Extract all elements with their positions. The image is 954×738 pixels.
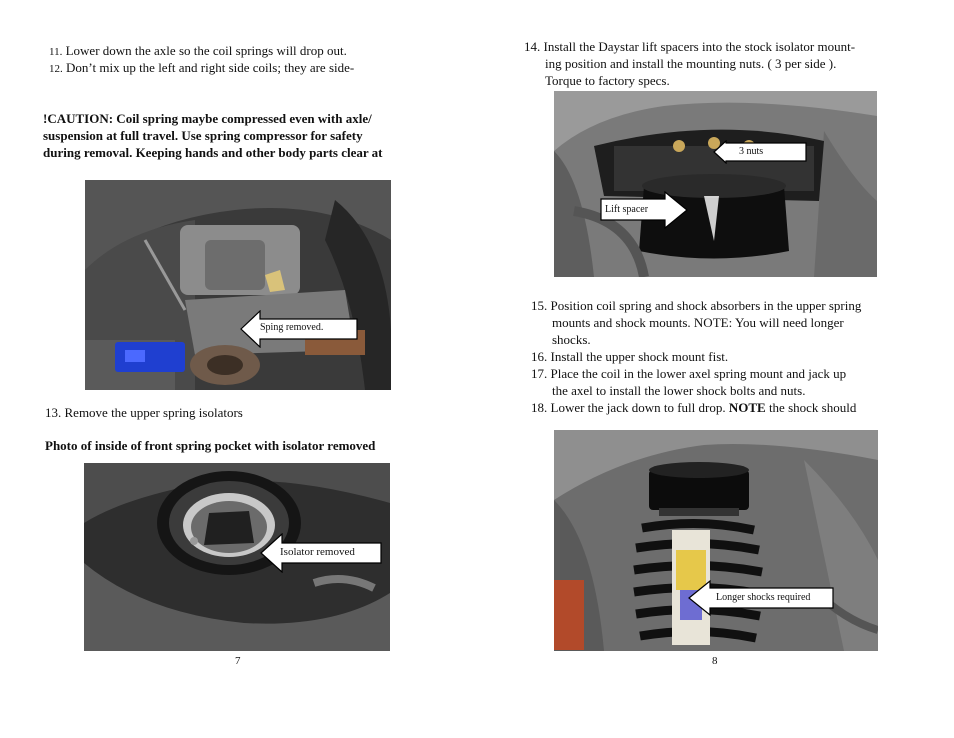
- step-18-prefix: 18. Lower the jack down to full drop.: [531, 400, 726, 415]
- step-12-text: Don’t mix up the left and right side coils; they are side-: [66, 60, 355, 75]
- step-line: 15. Position coil spring and shock absorbers in the upper spring: [531, 298, 862, 313]
- steps-15-18: [531, 297, 931, 416]
- photo-lift-spacer: [554, 91, 877, 277]
- callout-isolator-removed: [260, 533, 382, 573]
- step-line: 17. Place the coil in the lower axel spring mount and jack up: [531, 366, 847, 381]
- step-line: mounts and shock mounts. NOTE: You will need longer: [552, 315, 844, 330]
- step-13: 13. Remove the upper spring isolators: [45, 405, 243, 420]
- step-14-line: Torque to factory specs.: [545, 73, 670, 88]
- step-11-text: Lower down the axle so the coil springs will drop out.: [65, 43, 347, 58]
- step-12: [49, 59, 469, 78]
- photo-spring-removed: [85, 180, 391, 390]
- step-18-note: NOTE: [728, 400, 766, 415]
- callout-longer-shocks: [688, 580, 834, 616]
- step-18-suffix: the shock should: [768, 400, 857, 415]
- photo-longer-shocks: [554, 430, 878, 651]
- step-14-line: 14. Install the Daystar lift spacers into the stock isolator mount-: [524, 39, 856, 54]
- callout-label: Longer shocks required: [716, 592, 811, 603]
- caution-line: !CAUTION: Coil spring maybe compressed even with axle/: [43, 111, 372, 126]
- page-number-left: 7: [235, 655, 241, 667]
- photo-caption: Photo of inside of front spring pocket with isolator removed: [45, 438, 376, 453]
- callout-label: Lift spacer: [605, 204, 649, 215]
- callout-label: Sping removed.: [260, 322, 324, 333]
- step-14-line: ing position and install the mounting nuts. ( 3 per side ).: [545, 56, 837, 71]
- caution-block: [43, 110, 463, 161]
- step-18-line: [531, 399, 931, 416]
- caution-line: during removal. Keeping hands and other body parts clear at: [43, 145, 383, 160]
- caution-line: suspension at full travel. Use spring compressor for safety: [43, 128, 363, 143]
- callout-lift-spacer: [600, 191, 688, 229]
- callout-label: Isolator removed: [280, 546, 355, 558]
- step-line: shocks.: [552, 332, 591, 347]
- callout-spring-removed: [240, 310, 358, 348]
- step-12-number: 12.: [49, 63, 63, 75]
- step-11-number: 11.: [49, 46, 63, 58]
- step-line: the axel to install the lower shock bolts and nuts.: [552, 383, 806, 398]
- callout-3-nuts: [713, 140, 807, 164]
- page-number-right: 8: [712, 655, 718, 667]
- step-14: [524, 38, 924, 89]
- callout-label: 3 nuts: [739, 146, 764, 157]
- step-line: 16. Install the upper shock mount fist.: [531, 349, 729, 364]
